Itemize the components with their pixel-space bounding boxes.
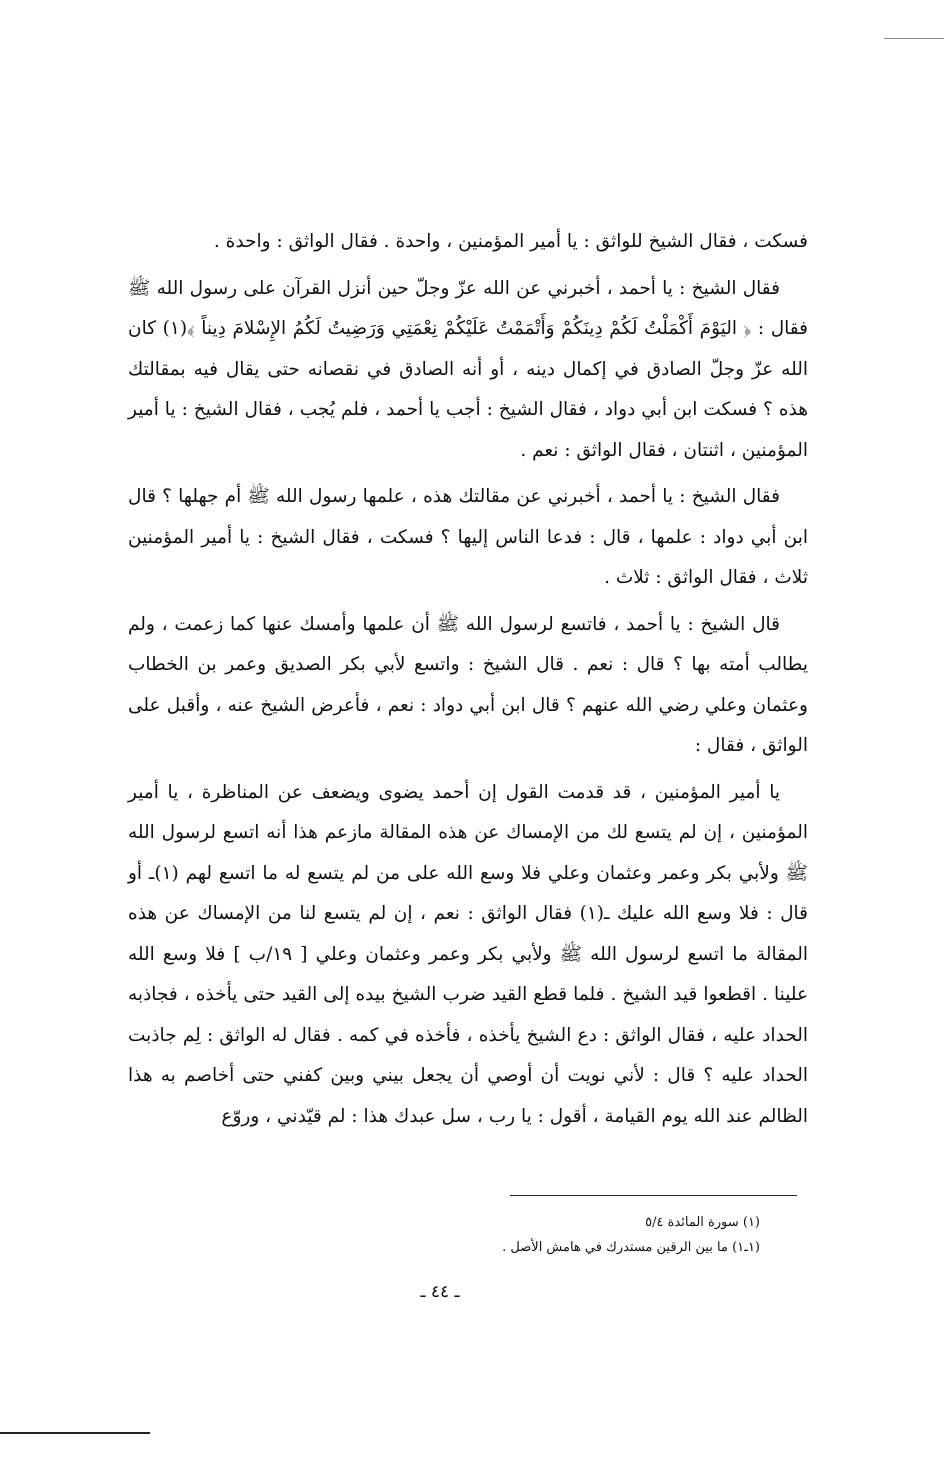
paragraph-4: قال الشيخ : يا أحمد ، فاتسع لرسول الله ﷺ أن علمها وأمسك عنها كما زعمت ، ولم يطالب أمته بها ؟ قال : نعم . قال الشيخ : واتسع لأبي بكر الصديق وعمر بن الخطاب وعثمان وعلي رضي الله عنهم ؟ قال ابن أبي دواد : نعم ، فأعرض الشيخ عنه ، وأقبل على الواثق ، فقال : [128, 613, 808, 756]
paragraph-2: فقال الشيخ : يا أحمد ، أخبرني عن الله عزّ وجلّ حين أنزل القرآن على رسول الله ﷺ فقال : ﴿ اليَوْمَ أَكْمَلْتُ لَكُمْ دِينَكُمْ وَأَتْمَمْتُ عَلَيْكُمْ نِعْمَتِي وَرَضِيتُ لَكُمُ الإِسْلامَ دِيناً ﴾(١) كان الله عزّ وجلّ الصادق في إكمال دينه ، أو أنه الصادق في نقصانه حتى يقال فيه بمقالتك هذه ؟ فسكت ابن أبي دواد ، فقال الشيخ : أجب يا أحمد ، فلم يُجب ، فقال الشيخ : يا أمير المؤمنين ، اثنتان ، فقال الواثق : نعم . [128, 277, 808, 461]
paragraph-1: فسكت ، فقال الشيخ للواثق : يا أمير المؤمنين ، واحدة . فقال الواثق : واحدة . [213, 231, 808, 252]
paragraph-3: فقال الشيخ : يا أحمد ، أخبرني عن مقالتك هذه ، علمها رسول الله ﷺ أم جهلها ؟ قال ابن أبي دواد : علمها ، قال : فدعا الناس إليها ؟ فسكت ، فقال الشيخ : يا أمير المؤمنين ثلاث ، فقال الواثق : ثلاث . [128, 486, 808, 588]
main-text [128, 222, 808, 1143]
scan-edge-line-bottom [0, 1432, 150, 1434]
scan-edge-line-top [884, 38, 944, 39]
footnotes [300, 1210, 760, 1260]
footnote-1: (١) سورة المائدة ٥/٤ [645, 1215, 760, 1230]
footnote-separator [510, 1195, 797, 1196]
footnote-2: (١ـ١) ما بين الرقين مستدرك في هامش الأصل . [502, 1240, 760, 1255]
page-number: ـ ٤٤ ـ [420, 1282, 460, 1302]
paragraph-5: يا أمير المؤمنين ، قد قدمت القول إن أحمد يضوى ويضعف عن المناظرة ، يا أمير المؤمنين ، إن لم يتسع لك من الإمساك عن هذه المقالة مازعم هذا أنه اتسع لرسول الله ﷺ ولأبي بكر وعمر وعثمان وعلي فلا وسع الله على من لم يتسع له ما اتسع لهم (١)ـ أو قال : فلا وسع الله عليك ـ(١) فقال الواثق : نعم ، إن لم يتسع لنا من الإمساك عن هذه المقالة ما اتسع لرسول الله ﷺ ولأبي بكر وعمر وعثمان وعلي [ ١٩/ب ] فلا وسع الله علينا . اقطعوا قيد الشيخ . فلما قطع القيد ضرب الشيخ بيده إلى القيد حتى يأخذه ، فجاذبه الحداد عليه ، فقال الواثق : دع الشيخ يأخذه ، فأخذه في كمه . فقال له الواثق : لِم جاذبت الحداد عليه ؟ قال : لأني نويت أن أوصي أن يجعل بيني وبين كفني حتى أخاصم به هذا الظالم عند الله يوم القيامة ، أقول : يا رب ، سل عبدك هذا : لم قيّدني ، وروّع [128, 781, 808, 1127]
